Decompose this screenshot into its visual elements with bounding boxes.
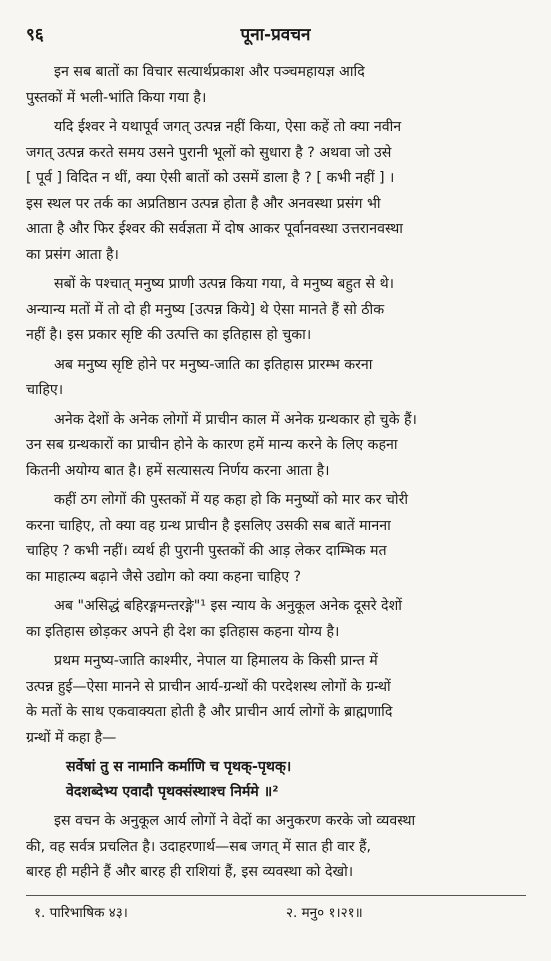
paragraph [26, 809, 526, 886]
page-number: ९६ [26, 25, 44, 45]
paragraph [26, 408, 526, 485]
text-line: अब मनुष्य सृष्टि होने पर मनुष्य-जाति का इतिहास प्रारम्भ करना [54, 356, 373, 373]
text-line: सबों के पश्चात् मनुष्य प्राणी उत्पन्न किया गया, वे मनुष्य बहुत से थे। [54, 276, 395, 292]
text-line: अनेक देशों के अनेक लोगों में प्राचीन काल में अनेक ग्रन्थकार हो चुके हैं। [54, 411, 417, 428]
page-header [0, 22, 551, 52]
text-line: चाहिए। [26, 382, 64, 398]
text-line: अन्यान्य मतों में तो दो ही मनुष्य [उत्पन्न किये] थे ऐसा मानते हैं सो ठीक [26, 301, 385, 318]
footnote-divider [26, 895, 526, 896]
text-line: अब "असिद्धं बहिरङ्गमन्तरङ्गे"¹ इस न्याय के अनुकूल अनेक दूसरे देशों [54, 598, 402, 614]
footnote-1: १. पारिभाषिक ४३। [34, 905, 128, 921]
text-line: [ पूर्व ] विदित न थीं, क्या ऐसी बातों को उसमें डाला है ? [ कभी नहीं ] । [26, 170, 395, 186]
paragraph [26, 488, 526, 590]
paragraph [26, 649, 526, 751]
text-line: प्रथम मनुष्य-जाति काश्मीर, नेपाल या हिमालय के किसी प्रान्त में [54, 653, 378, 669]
page-body [26, 60, 526, 890]
text-line: यदि ईश्वर ने यथापूर्व जगत् उत्पन्न नहीं किया, ऐसा कहें तो क्या नवीन [54, 119, 402, 135]
verse-line: वेदशब्देभ्य एवादौ पृथक्संस्थाश्च निर्ममे ॥² [66, 784, 279, 800]
text-line: का इतिहास छोड़कर अपने ही देश का इतिहास कहना योग्य है। [26, 623, 340, 640]
paragraph [26, 60, 526, 111]
text-line: कितनी अयोग्य बात है। हमें सत्यासत्य निर्णय करना आता है। [26, 462, 330, 479]
text-line: कहीं ठग लोगों की पुस्तकों में यह कहा हो कि मनुष्यों को मार कर चोरी [54, 492, 409, 508]
verse-line: सर्वेषां तु स नामानि कर्माणि च पृथक्-पृथक्। [66, 759, 292, 775]
text-line: चाहिए ? कभी नहीं। व्यर्थ ही पुरानी पुस्तकों की आड़ लेकर दाम्भिक मत [26, 543, 387, 559]
text-line: नहीं है। इस प्रकार सृष्टि की उत्पत्ति का इतिहास हो चुका। [26, 327, 312, 343]
text-line: इस वचन के अनुकूल आर्य लोगों ने वेदों का अनुकरण करके जो व्यवस्था [54, 813, 416, 829]
text-line: बारह ही महीने हैं और बारह ही राशियां हैं, इस व्यवस्था को देखो। [26, 864, 354, 880]
text-line: जगत् उत्पन्न करते समय उसने पुरानी भूलों को सुधारा है ? अथवा जो उसे [26, 144, 392, 161]
text-line: उन सब ग्रन्थकारों का प्राचीन होने के कारण हमें मान्य करने के लिए कहना [26, 437, 398, 453]
paragraph [26, 272, 526, 349]
text-line: इन सब बातों का विचार सत्यार्थप्रकाश और पञ्चमहायज्ञ आदि [54, 64, 365, 80]
text-line: उत्पन्न हुई—ऐसा मानने से प्राचीन आर्य-ग्रन्थों की परदेशस्थ लोगों के ग्रन्थों [26, 678, 391, 695]
text-line: पुस्तकों में भली-भांति किया गया है। [26, 89, 207, 106]
footnote-2: २. मनु० १।२१॥ [286, 905, 363, 921]
text-line: का प्रसंग आता है। [26, 246, 119, 263]
paragraph [26, 115, 526, 268]
text-line: ग्रन्थों में कहा है— [26, 729, 117, 746]
text-line: का माहात्म्य बढ़ाने जैसे उद्योग को क्या कहना चाहिए ? [26, 568, 302, 585]
running-title: पूना-प्रवचन [240, 25, 311, 45]
text-line: के मतों के साथ एकवाक्यता होती है और प्राचीन आर्य लोगों के ब्राह्मणादि [26, 704, 393, 720]
paragraph [26, 594, 526, 645]
text-line: आता है और फिर ईश्वर की सर्वज्ञता में दोष आकर पूर्वानवस्था उत्तरानवस्था [26, 221, 403, 237]
sanskrit-verse [26, 755, 526, 805]
paragraph [26, 353, 526, 404]
text-line: की, वह सर्वत्र प्रचलित है। उदाहरणार्थ—सब जगत् में सात ही वार हैं, [26, 838, 372, 855]
text-line: इस स्थल पर तर्क का अप्रतिष्ठान उत्पन्न होता है और अनवस्था प्रसंग भी [26, 195, 381, 212]
text-line: करना चाहिए, तो क्या वह ग्रन्थ प्राचीन है इसलिए उसकी सब बातें मानना [26, 517, 391, 534]
